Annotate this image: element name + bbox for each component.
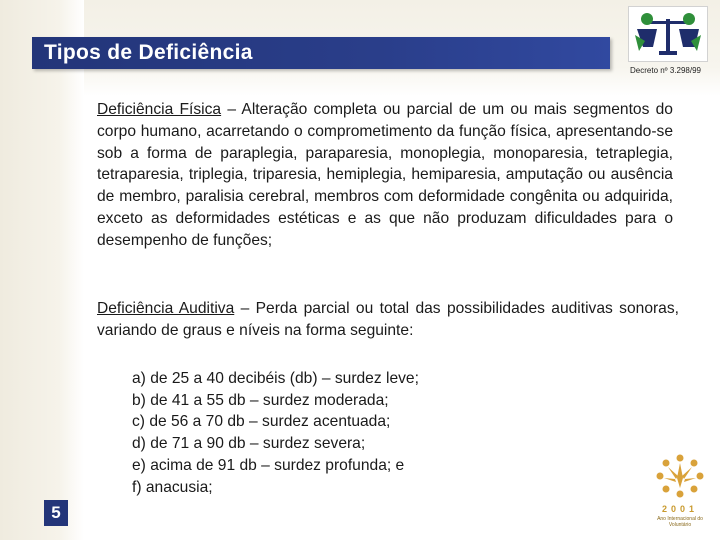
page-number: 5 — [44, 500, 68, 526]
volunteer-year-emblem — [648, 452, 712, 536]
hearing-disability-term: Deficiência Auditiva — [97, 300, 235, 317]
hearing-disability-definition: – Perda parcial ou total das possibilidades auditivas sonoras, variando de graus e níveis na forma seguinte: — [97, 300, 679, 339]
list-item: d) de 71 a 90 db – surdez severa; — [132, 435, 366, 453]
emblem-year: 2001 — [661, 504, 699, 514]
organization-logo — [628, 6, 708, 62]
list-item: f) anacusia; — [132, 478, 213, 496]
hearing-levels-list — [132, 368, 419, 498]
slide-title: Tipos de Deficiência — [44, 41, 253, 64]
physical-disability-term: Deficiência Física — [97, 101, 222, 118]
physical-disability-definition: – Alteração completa ou parcial de um ou mais segmentos do corpo humano, acarretando o comprometimento da função física, apresentando-se sob a forma de paraplegia, paraparesia, monoplegia, monoparesia, tetraplegia, tetraparesia, triplegia, triparesia, hemiplegia, hemiparesia, amputação ou ausência de membro, paralisia cerebral, membros com deformidade congênita ou adquirida, exceto as deformidades estéticas e as que não produzam dificuldades para o desempenho de funções; — [97, 101, 673, 249]
hearing-disability-paragraph — [97, 298, 679, 342]
physical-disability-paragraph — [97, 99, 673, 252]
title-bar — [32, 37, 610, 69]
list-item: a) de 25 a 40 decibéis (db) – surdez leve; — [132, 370, 419, 387]
side-background — [0, 0, 84, 540]
emblem-subtitle: Ano Internacional do Voluntário — [657, 516, 703, 528]
people-scale-icon — [629, 7, 707, 61]
list-item: b) de 41 a 55 db – surdez moderada; — [132, 391, 389, 409]
volunteers-circle-icon — [648, 452, 712, 504]
list-item: e) acima de 91 db – surdez profunda; e — [132, 456, 405, 474]
list-item: c) de 56 a 70 db – surdez acentuada; — [132, 413, 391, 431]
decree-reference: Decreto nº 3.298/99 — [630, 66, 701, 75]
